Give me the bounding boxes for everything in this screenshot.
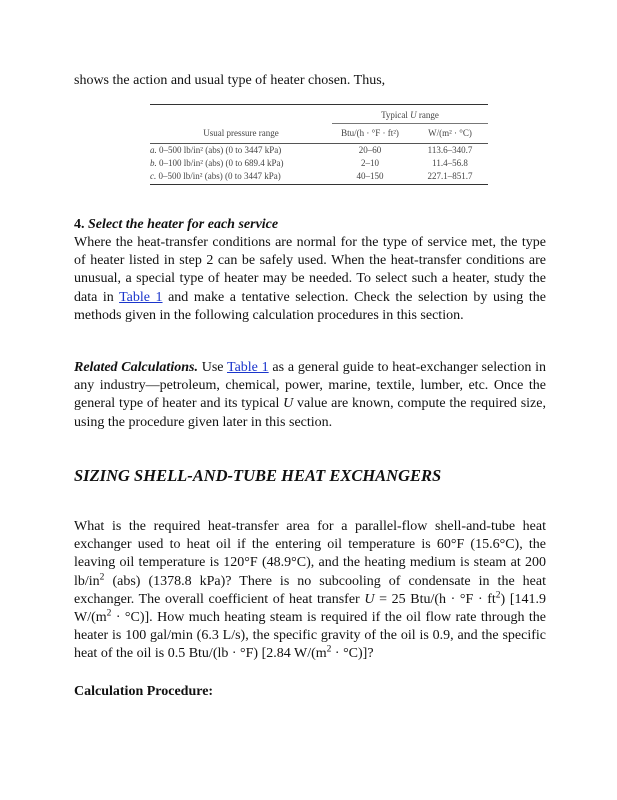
calculation-procedure-heading: Calculation Procedure: — [74, 684, 214, 699]
table-cell-btu: 20–60 — [358, 145, 382, 155]
column-header-si: W/(m² · °C) — [428, 128, 472, 138]
step-4-heading: 4. Select the heater for each service — [74, 217, 279, 232]
table-cell-btu: 40–150 — [356, 171, 384, 181]
table-cell-btu: 2–10 — [361, 158, 379, 168]
table-header-rule — [150, 143, 488, 144]
table-1-link[interactable]: Table 1 — [227, 360, 269, 375]
related-calculations-runin: Related Calculations. — [74, 360, 198, 375]
section-title: SIZING SHELL-AND-TUBE HEAT EXCHANGERS — [74, 466, 442, 485]
typical-u-range-header: Typical U range — [381, 110, 439, 120]
table-cell-si: 113.6–340.7 — [427, 145, 473, 155]
table-cell-si: 11.4–56.8 — [432, 158, 468, 168]
table-cell-si: 227.1–851.7 — [427, 171, 473, 181]
related-calculations-paragraph: Related Calculations. Use Table 1 as a general guide to heat-exchanger selection in any industry—petroleum, chemical, power, marine, textile, lumber, etc. Once the general type of heater and its typical U value are known, compute the required size, using the procedure given later in this section. — [74, 360, 546, 430]
table-cell-pressure: b. 0–100 lb/in² (abs) (0 to 689.4 kPa) — [150, 158, 284, 168]
table-1-link[interactable]: Table 1 — [119, 289, 163, 305]
intro-text: shows the action and usual type of heater chosen. Thus, — [74, 73, 386, 88]
table-subheader-rule — [332, 123, 488, 124]
column-header-btu: Btu/(h · °F · ft²) — [341, 128, 399, 138]
step-4-paragraph: Where the heat-transfer conditions are normal for the type of service met, the type of heater listed in step 2 can be safely used. When the heat-transfer conditions are unusual, a special type of heater may be needed. To select such a heater, study the data in Table 1 and make a tentative selection. Check the selection by using the methods given in the following calculation procedures in this section. — [74, 235, 546, 323]
table-bottom-rule — [150, 184, 488, 185]
table-top-rule — [150, 104, 488, 105]
column-header-pressure: Usual pressure range — [203, 128, 279, 138]
table-cell-pressure: a. 0–500 lb/in² (abs) (0 to 3447 kPa) — [150, 145, 282, 155]
table-cell-pressure: c. 0–500 lb/in² (abs) (0 to 3447 kPa) — [150, 171, 281, 181]
problem-statement: What is the required heat-transfer area for a parallel-flow shell-and-tube heat exchanger used to heat oil if the entering oil temperature is 60°F (15.6°C), the leaving oil temperature is 120°F (48.9°C), and the heating medium is steam at 200 $lb/in^2$ (abs) (1378.8 kPa)? There is no subcooling of condensate in the heat exchanger. The overall coefficient of heat transfer U = 25 $Btu/(h \cdot ^\circ F \cdot ft^2)$ [141.9 $W/(m^2 \cdot ^\circ C)$]. How much heating steam is required if the oil flow rate through the heater is 100 gal/min (6.3 L/s), the specific gravity of the oil is 0.9, and the specific heat of the oil is 0.5 Btu/(lb · °F) [2.84 $W/(m^2 \cdot ^\circ C)$]? — [74, 519, 546, 662]
